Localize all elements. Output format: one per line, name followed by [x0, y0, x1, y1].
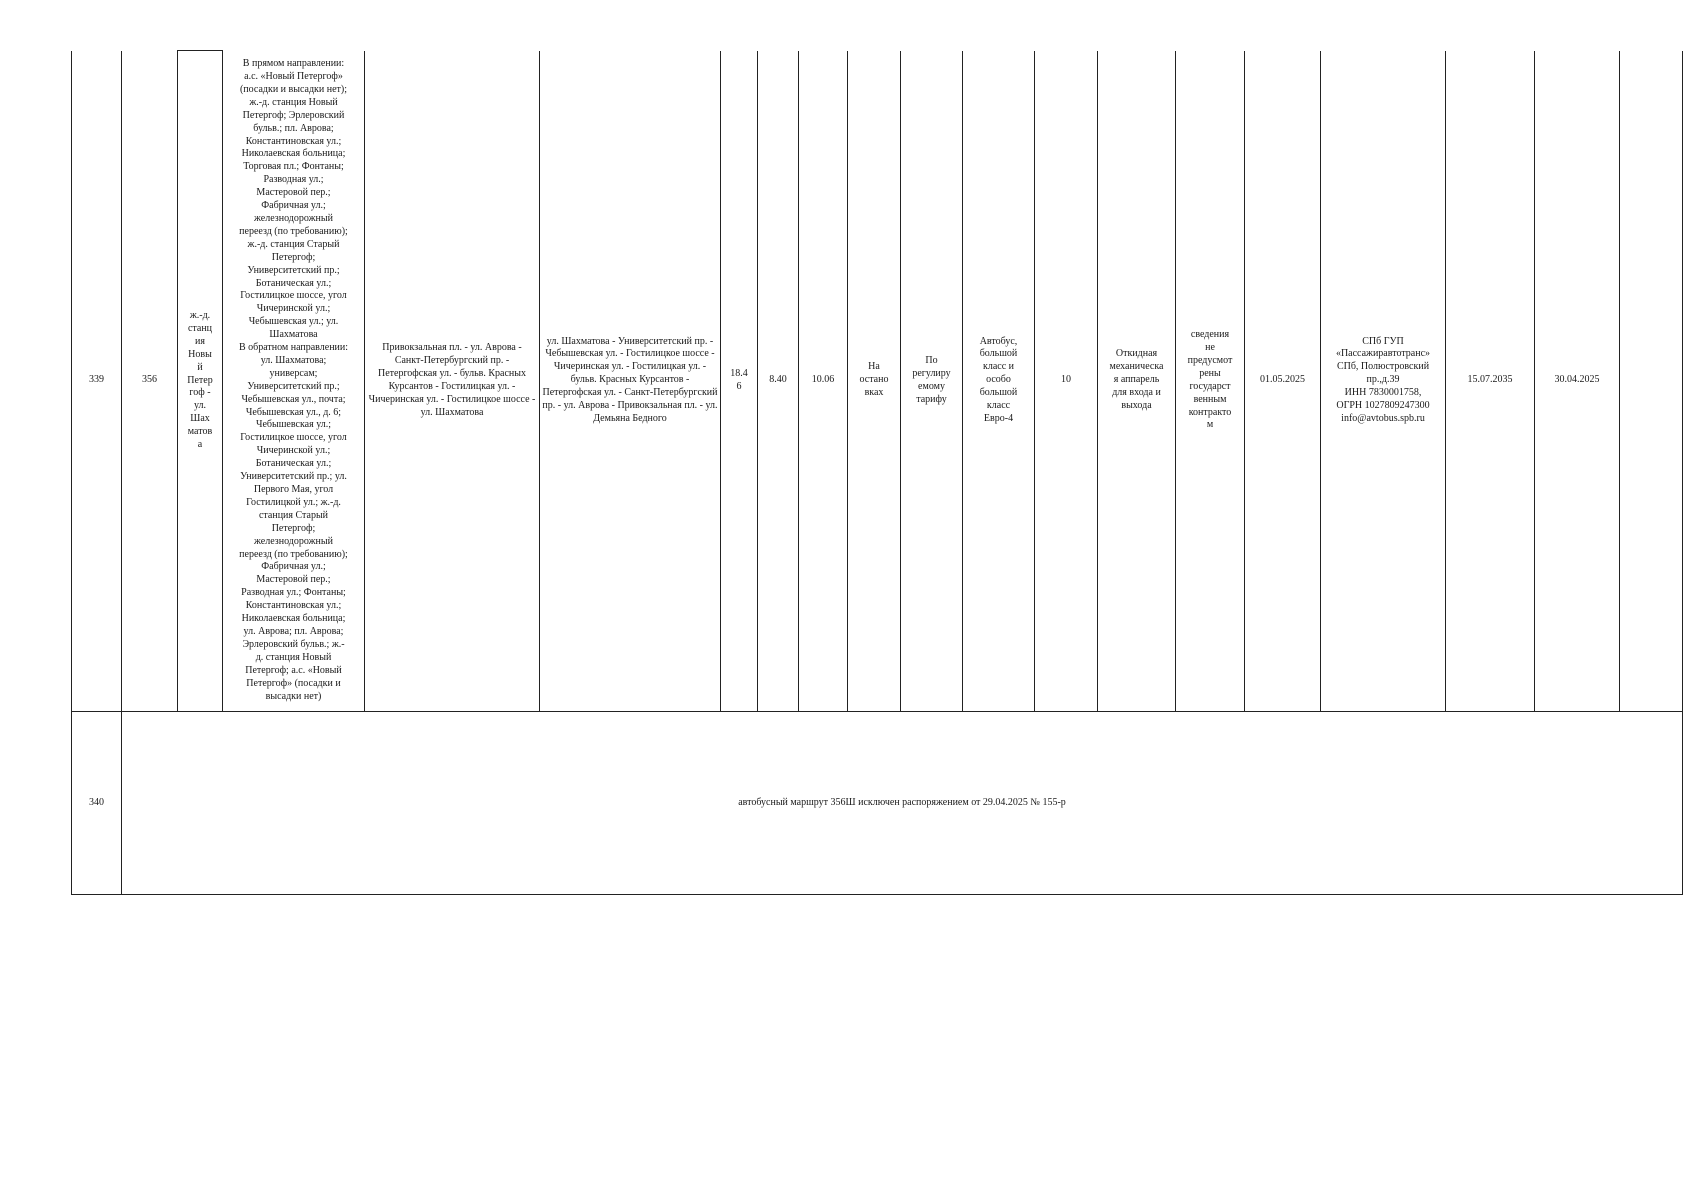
text-line: Николаевская больница;	[241, 613, 346, 625]
row-number-cell: 339	[72, 51, 122, 712]
length-total-cell: 10.06	[799, 51, 848, 712]
text-line: Гостилицкой ул.; ж.-д.	[246, 496, 341, 508]
text-line: info@avtobus.spb.ru	[1341, 413, 1425, 425]
registry-sheet	[71, 50, 1683, 895]
text-line: железнодорожный	[254, 535, 333, 547]
route-name-cell	[178, 51, 223, 712]
carrier-cell	[1321, 51, 1446, 712]
ramp-text: Откидная механическа я аппарель для входа и выхода	[1109, 348, 1164, 412]
text-line: д. станция Новый	[255, 651, 332, 663]
text-line: Фабричная ул.;	[261, 561, 326, 573]
text-line: В обратном направлении:	[238, 342, 349, 354]
text-line: Чебышевская ул., почта;	[241, 393, 346, 405]
text-line: Гостилицкое шоссе, угол	[240, 290, 347, 302]
change-date-cell: 30.04.2025	[1535, 51, 1620, 712]
text-line: (посадки и высадки нет);	[239, 83, 348, 95]
text-line: ул. Шахматова;	[260, 354, 327, 366]
text-line: ж.-д. станция Новый	[249, 96, 338, 108]
text-line: ОГРН 1027809247300	[1336, 400, 1430, 412]
length-backward-cell: 8.40	[758, 51, 799, 712]
tariff-cell	[901, 51, 963, 712]
text-line: Мастеровой пер.;	[256, 187, 331, 199]
stop-order-text: На остано вках	[859, 361, 889, 399]
extra-cell	[1620, 51, 1683, 712]
length-forward-cell	[721, 51, 758, 712]
text-line: бульв.; пл. Аврова;	[253, 122, 334, 134]
end-date-cell: 15.07.2035	[1446, 51, 1535, 712]
table-row	[72, 51, 1683, 712]
text-line: Константиновская ул.;	[245, 135, 342, 147]
text-line: станция Старый	[258, 509, 329, 521]
text-line: железнодорожный	[254, 212, 333, 224]
text-line: Чебышевская ул., д. 6;	[245, 406, 342, 418]
text-line: Петергоф; Эрлеровский	[242, 109, 345, 121]
route-name-text: ж.-д. станц ия Новы й Петер гоф - ул. Шах матов а	[187, 310, 213, 451]
text-line: ж.-д. станция Старый	[247, 238, 340, 250]
text-line: Ботаническая ул.;	[255, 458, 332, 470]
text-line: высадки нет)	[265, 690, 322, 702]
text-line: Петергоф;	[271, 251, 316, 263]
table-row	[72, 712, 1683, 895]
text-line: В прямом направлении:	[242, 58, 345, 70]
text-line: Константиновская ул.;	[245, 600, 342, 612]
vehicle-cell	[963, 51, 1035, 712]
carrier-info	[1323, 336, 1443, 426]
text-line: Разводная ул.;	[263, 174, 324, 186]
text-line: Гостилицкое шоссе, угол	[240, 432, 347, 444]
text-line: Мастеровой пер.;	[256, 574, 331, 586]
text-line: Ботаническая ул.;	[255, 277, 332, 289]
text-line: переезд (по требованию);	[239, 548, 348, 560]
route-number-cell: 356	[122, 51, 178, 712]
text-line: Чичеринской ул.;	[256, 445, 331, 457]
text-line: Университетский пр.;	[247, 264, 340, 276]
text-line: Петергоф; а.с. «Новый	[245, 664, 342, 676]
text-line: Петергоф;	[271, 522, 316, 534]
ramp-cell	[1098, 51, 1176, 712]
contract-text: сведения не предусмот рены государст венным контракто м	[1187, 329, 1233, 431]
text-line: Петергоф» (посадки и	[246, 677, 341, 689]
text-line: Эрлеровский бульв.; ж.-	[242, 638, 345, 650]
text-line: СПб ГУП	[1362, 335, 1404, 347]
text-line: Первого Мая, угол	[253, 484, 334, 495]
text-line: переезд (по требованию);	[239, 225, 348, 237]
text-line: а.с. «Новый Петергоф»	[244, 71, 343, 82]
text-line: Николаевская больница;	[241, 148, 346, 160]
text-line: универсам;	[269, 367, 318, 379]
text-line: ул. Аврова; пл. Аврова;	[243, 625, 344, 637]
backward-path-cell: ул. Шахматова - Университетский пр. - Чебышевская ул. - Гостилицкое шоссе - Чичеринская ул. - Гостилицкая ул. - бульв. Красных Курсантов - Петергофская ул. - Санкт-Петербургский пр. - ул. Аврова - Привокзальная пл. - ул. Демьяна Бедного	[540, 51, 721, 712]
text-line: «Пассажиравтотранс»	[1335, 348, 1431, 360]
text-line: Шахматова	[269, 329, 318, 341]
text-line: Университетский пр.; ул.	[240, 471, 347, 483]
forward-path-cell: Привокзальная пл. - ул. Аврова - Санкт-Петербургский пр. - Петергофская ул. - бульв. Красных Курсантов - Гостилицкая ул. - Чичеринская ул. - Гостилицкое шоссе - ул. Шахматова	[365, 51, 540, 712]
text-line: Торговая пл.; Фонтаны;	[243, 161, 344, 173]
text-line: Чичеринской ул.;	[256, 303, 331, 315]
route-registry-table	[71, 50, 1683, 895]
stops-list	[225, 58, 362, 703]
tariff-text: По регулиру емому тарифу	[912, 354, 951, 405]
text-line: Чебышевская ул.; ул.	[248, 316, 339, 328]
text-line: Чебышевская ул.;	[255, 419, 332, 431]
stop-order-cell	[848, 51, 901, 712]
contract-cell	[1176, 51, 1245, 712]
start-date-cell: 01.05.2025	[1245, 51, 1321, 712]
text-line: пр.,д.39	[1366, 374, 1400, 386]
vehicle-text: Автобус, большой класс и особо большой класс Евро-4	[979, 335, 1018, 425]
text-line: Разводная ул.; Фонтаны;	[241, 587, 346, 599]
length-forward-text: 18.4 6	[730, 367, 748, 392]
stops-cell	[223, 51, 365, 712]
vehicle-count-cell: 10	[1035, 51, 1098, 712]
text-line: ИНН 7830001758,	[1344, 387, 1422, 399]
exclusion-remark-cell: автобусный маршрут 356Ш исключен распоряжением от 29.04.2025 № 155-р	[122, 712, 1683, 895]
row-number-cell: 340	[72, 712, 122, 895]
text-line: СПб, Полюстровский	[1336, 361, 1430, 373]
text-line: Университетский пр.;	[247, 380, 340, 392]
text-line: Фабричная ул.;	[261, 200, 326, 212]
